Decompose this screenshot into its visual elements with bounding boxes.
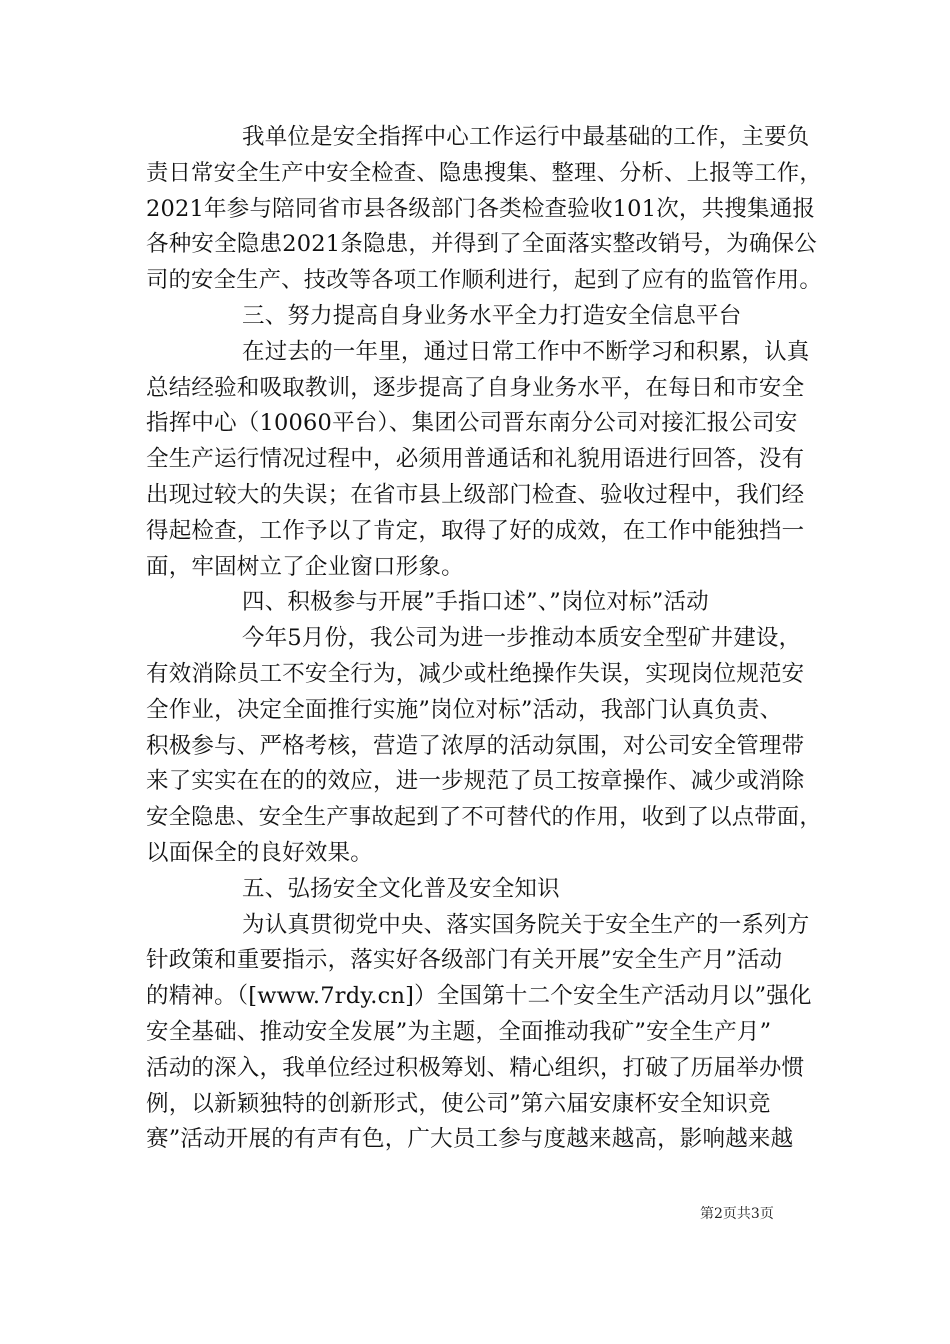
text-line: 得起检查，工作予以了肯定，取得了好的成效，在工作中能独挡一 [146, 517, 805, 544]
text-line: 责日常安全生产中安全检查、隐患搜集、整理、分析、上报等工作， [146, 159, 822, 186]
text-line: 全作业，决定全面推行实施”岗位对标”活动，我部门认真负责、 [146, 696, 783, 723]
text-line: 面，牢固树立了企业窗口形象。 [146, 553, 464, 580]
text-line: 例，以新颖独特的创新形式，使公司”第六届安康杯安全知识竞 [146, 1090, 771, 1117]
text-line: 安全基础、推动安全发展”为主题，全面推动我矿”安全生产月” [146, 1018, 772, 1045]
text-line: 今年5月份，我公司为进一步推动本质安全型矿井建设， [242, 625, 802, 652]
text-line: 为认真贯彻党中央、落实国务院关于安全生产的一系列方 [242, 911, 810, 938]
text-line: 指挥中心（10060平台）、集团公司晋东南分公司对接汇报公司安 [146, 410, 798, 437]
text-line: 的精神。（[www.7rdy.cn]）全国第十二个安全生产活动月以”强化 [146, 983, 812, 1010]
text-line: 我单位是安全指挥中心工作运行中最基础的工作，主要负 [242, 124, 810, 150]
text-line: 以面保全的良好效果。 [146, 839, 374, 866]
text-line: 出现过较大的失误；在省市县上级部门检查、验收过程中，我们经 [146, 481, 805, 508]
text-line: 安全隐患、安全生产事故起到了不可替代的作用，收到了以点带面， [146, 804, 822, 831]
text-line: 三、努力提高自身业务水平全力打造安全信息平台 [242, 302, 742, 329]
text-line: 各种安全隐患2021条隐患，并得到了全面落实整改销号，为确保公 [146, 231, 817, 258]
text-line: 五、弘扬安全文化普及安全知识 [242, 875, 560, 902]
text-line: 司的安全生产、技改等各项工作顺利进行，起到了应有的监管作用。 [146, 267, 822, 294]
page-number-footer: 第2页共3页 [700, 1206, 774, 1222]
text-line: 来了实实在在的的效应，进一步规范了员工按章操作、减少或消除 [146, 768, 805, 795]
text-line: 四、积极参与开展”手指口述”、”岗位对标”活动 [242, 589, 709, 616]
text-line: 针政策和重要指示，落实好各级部门有关开展”安全生产月”活动 [146, 947, 783, 974]
text-line: 全生产运行情况过程中，必须用普通话和礼貌用语进行回答，没有 [146, 446, 805, 473]
text-line: 在过去的一年里，通过日常工作中不断学习和积累，认真 [242, 338, 810, 365]
text-line: 总结经验和吸取教训，逐步提高了自身业务水平，在每日和市安全 [146, 374, 805, 401]
text-line: 有效消除员工不安全行为，减少或杜绝操作失误，实现岗位规范安 [146, 660, 805, 687]
text-line: 积极参与、严格考核，营造了浓厚的活动氛围，对公司安全管理带 [146, 732, 805, 759]
text-line: 赛”活动开展的有声有色，广大员工参与度越来越高，影响越来越 [146, 1126, 794, 1153]
text-line: 活动的深入，我单位经过积极筹划、精心组织，打破了历届举办惯 [146, 1054, 805, 1081]
document-body [146, 120, 822, 1158]
text-line: 2021年参与陪同省市县各级部门各类检查验收101次，共搜集通报 [146, 195, 816, 222]
